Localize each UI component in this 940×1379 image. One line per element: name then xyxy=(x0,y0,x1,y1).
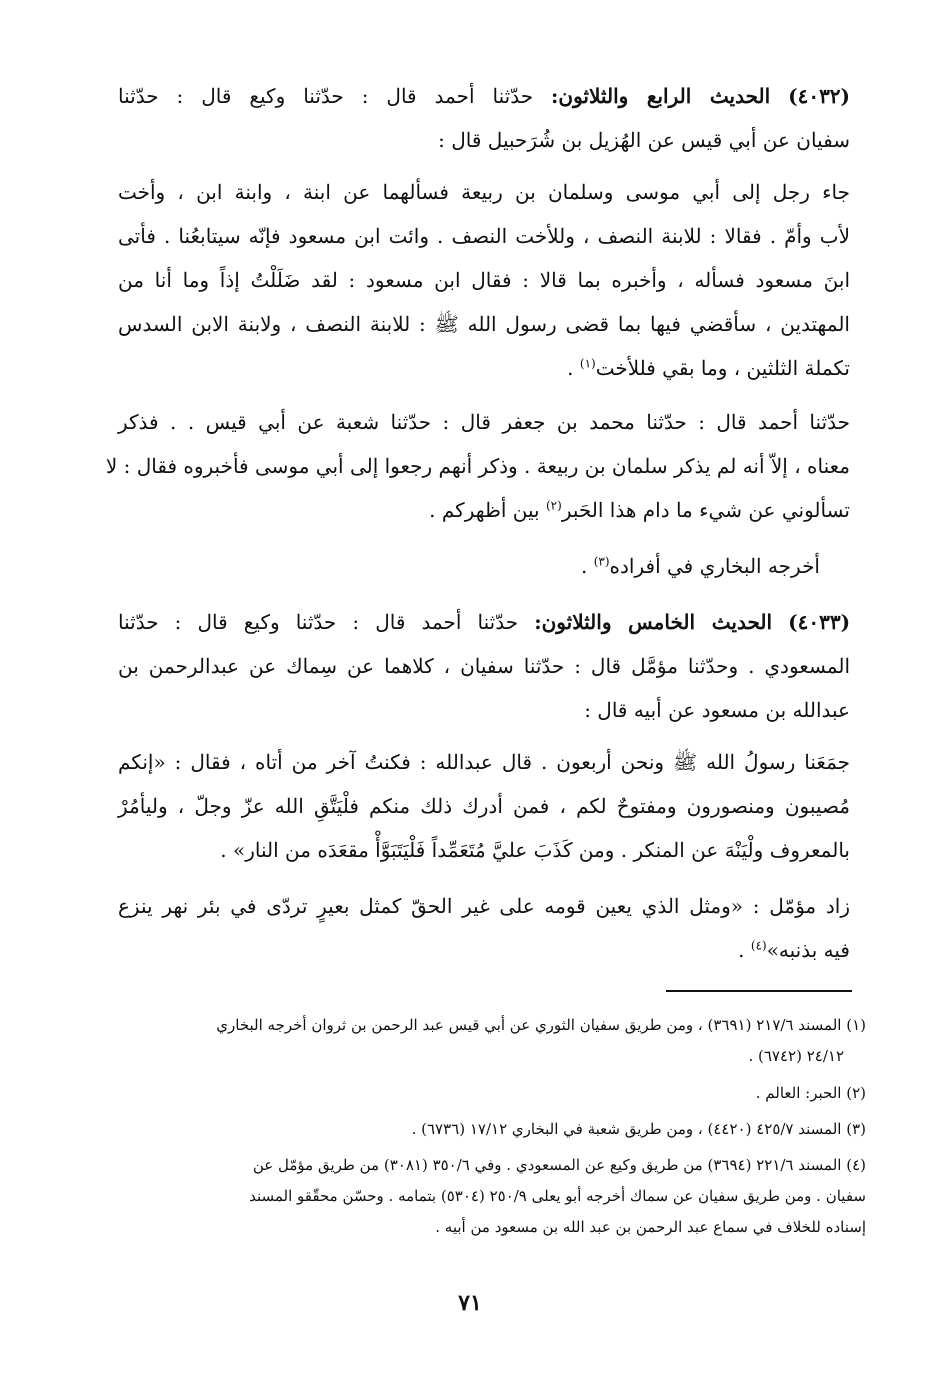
footnote-ref-1: (١) xyxy=(579,356,596,371)
hadith-4032-isnad-line-1: حدّثنا أحمد قال : حدّثنا وكيع قال : حدّثنا xyxy=(118,84,534,108)
matn-4032-line-5 xyxy=(118,346,850,390)
footnote-4-line-3: إسناده للخلاف في سماع عبد الرحمن بن عبد الله بن مسعود من أبيه . xyxy=(435,1218,866,1236)
footnote-4-line-2: سفيان . ومن طريق سفيان عن سماك أخرجه أبو يعلى ٢٥٠/٩ (٥٣٠٤) بتمامه . وحسّن محقّقو المسند xyxy=(249,1187,866,1205)
addition-line-2-text: فيه بذنبه» xyxy=(766,938,850,962)
hadith-4032-matn xyxy=(118,170,850,390)
footnote-1 xyxy=(118,1010,866,1072)
footnote-1-line-2: ٢٤/١٢ (٦٧٤٢) . xyxy=(748,1047,844,1065)
addition-line-2-end: . xyxy=(738,938,751,962)
hadith-4033-title: الحديث الخامس والثلاثون: xyxy=(534,610,773,634)
takhrij-end: . xyxy=(581,554,594,578)
footnote-ref-4: (٤) xyxy=(750,938,767,953)
footnote-ref-3: (٣) xyxy=(593,554,610,569)
variant-line-1: حدّثنا أحمد قال : حدّثنا محمد بن جعفر قال : حدّثنا شعبة عن أبي قيس . . فذكر xyxy=(118,410,850,434)
hadith-4032-number: (٤٠٣٢) xyxy=(788,84,851,108)
takhrij-text: أخرجه البخاري في أفراده xyxy=(609,554,820,578)
hadith-4033-isnad-line-1: حدّثنا أحمد قال : حدّثنا وكيع قال : حدّثنا xyxy=(118,610,519,634)
footnote-4 xyxy=(118,1150,866,1243)
hadith-4033-number: (٤٠٣٣) xyxy=(788,610,851,634)
hadith-4033-addition xyxy=(118,884,850,972)
hadith-4033-isnad xyxy=(118,600,850,732)
matn-4032-line-4: المهتدين ، سأقضي فيها بما قضى رسول الله ﷺ : للابنة النصف ، ولابنة الابن السدس xyxy=(118,312,850,336)
matn-4032-line-5-end: . xyxy=(567,356,580,380)
footnote-2-line: (٢) الحبر: العالم . xyxy=(755,1084,866,1102)
hadith-4032-takhrij xyxy=(118,544,850,588)
hadith-4032-variant xyxy=(105,400,850,532)
footnote-3 xyxy=(118,1114,866,1145)
variant-line-3-end: بين أظهركم . xyxy=(429,498,546,522)
addition-line-1: زاد مؤمّل : «ومثل الذي يعين قومه على غير الحقّ كمثل بعيرٍ تردّى في بئر نهر ينزع xyxy=(118,894,850,918)
takhrij-line xyxy=(118,544,850,588)
matn-4033-line-2: مُصيبون ومنصورون ومفتوحٌ لكم ، فمن أدرك ذلك منكم فلْيَتَّقِ الله عزّ وجلّ ، وليأمُرْ xyxy=(118,794,850,818)
hadith-4033-matn xyxy=(118,740,850,872)
footnote-separator xyxy=(666,990,852,992)
hadith-4032-isnad xyxy=(118,74,850,162)
footnote-ref-2: (٢) xyxy=(545,498,562,513)
footnote-4-line-1: (٤) المسند ٢٢١/٦ (٣٦٩٤) من طريق وكيع عن المسعودي . وفي ٣٥٠/٦ (٣٠٨١) من طريق مؤمّل عن xyxy=(252,1156,866,1174)
matn-4032-line-5-text: تكملة الثلثين ، وما بقي فللأخت xyxy=(595,356,850,380)
footnote-1-line-1: (١) المسند ٢١٧/٦ (٣٦٩١) ، ومن طريق سفيان الثوري عن أبي قيس عبد الرحمن بن ثروان أخرجه البخاري xyxy=(216,1016,866,1034)
footnote-3-line: (٣) المسند ٤٢٥/٧ (٤٤٢٠) ، ومن طريق شعبة في البخاري ١٧/١٢ (٦٧٣٦) . xyxy=(411,1120,866,1138)
addition-line-2 xyxy=(118,928,850,972)
hadith-4032-title: الحديث الرابع والثلاثون: xyxy=(551,84,771,108)
matn-4033-line-3: بالمعروف ولْيَنْهَ عن المنكر . ومن كَذَبَ عليَّ مُتَعَمِّداً فَلْيَتَبَوَّأْ مقعَدَه من النار» . xyxy=(220,838,850,862)
page-number: ٧١ xyxy=(458,1290,482,1316)
variant-line-2: معناه ، إلاّ أنه لم يذكر سلمان بن ربيعة . وذكر أنهم رجعوا إلى أبي موسى فأخبروه فقال : لا xyxy=(105,454,850,478)
variant-line-3-text: تسألوني عن شيء ما دام هذا الحَبر xyxy=(561,498,850,522)
hadith-4033-heading-line xyxy=(118,600,850,644)
hadith-4032-isnad-line-2: سفيان عن أبي قيس عن الهُزيل بن شُرَحبيل قال : xyxy=(438,128,850,152)
hadith-4033-isnad-line-3: عبدالله بن مسعود عن أبيه قال : xyxy=(584,698,850,722)
footnote-2 xyxy=(118,1078,866,1109)
hadith-4033-isnad-line-2: المسعودي . وحدّثنا مؤمَّل قال : حدّثنا سفيان ، كلاهما عن سِماك عن عبدالرحمن بن xyxy=(118,654,850,678)
variant-line-3 xyxy=(118,488,850,532)
matn-4033-line-1: جمَعَنا رسولُ الله ﷺ ونحن أربعون . قال عبدالله : فكنتُ آخر من أتاه ، فقال : «إنكم xyxy=(118,750,850,774)
matn-4032-line-3: ابنَ مسعود فسأله ، وأخبره بما قالا : فقال ابن مسعود : لقد ضَلَلْتُ إذاً وما أنا من xyxy=(118,268,850,292)
hadith-4032-heading-line xyxy=(118,74,850,118)
matn-4032-line-1: جاء رجل إلى أبي موسى وسلمان بن ربيعة فسألهما عن ابنة ، وابنة ابن ، وأخت xyxy=(118,180,850,204)
matn-4032-line-2: لأب وأمّ . فقالا : للابنة النصف ، وللأخت النصف . وائت ابن مسعود فإنّه سيتابعُنا . فأتى xyxy=(118,224,850,248)
